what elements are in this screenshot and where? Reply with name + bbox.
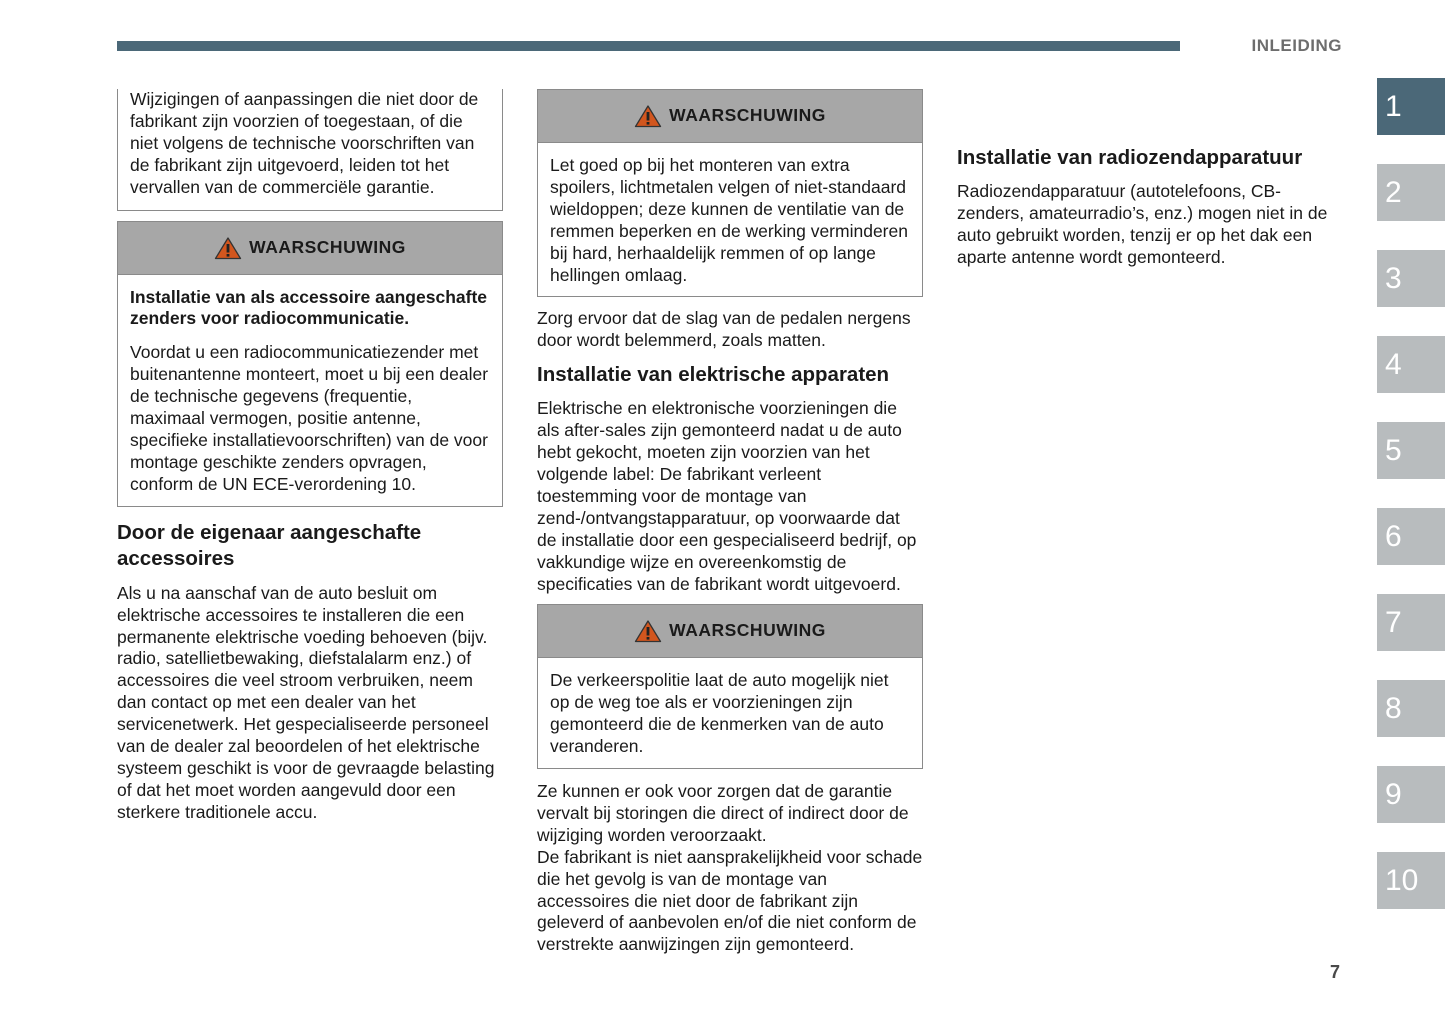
warning-title: WAARSCHUWING (669, 105, 826, 126)
warning-text: Voordat u een radiocommunicatiezender met buitenantenne monteert, moet u bij een dealer de technische gegevens (frequentie, maximaal vermogen, positie antenne, specifieke installatievoorschriften) van de voor montage geschikte zenders opvragen, conform de UN ECE-verordening 10. (130, 342, 489, 494)
warning-title: WAARSCHUWING (669, 620, 826, 641)
chapter-tab-6[interactable]: 6 (1377, 508, 1445, 565)
section-heading: Installatie van elektrische apparaten (537, 363, 890, 387)
warning-box (117, 221, 503, 507)
chapter-tab-8[interactable]: 8 (1377, 680, 1445, 737)
column-2 (537, 89, 923, 956)
chapter-tab-2[interactable]: 2 (1377, 164, 1445, 221)
warning-triangle-icon (634, 619, 662, 643)
chapter-tab-1[interactable]: 1 (1377, 78, 1445, 135)
note-text: Wijzigingen of aanpassingen die niet door de fabrikant zijn voorzien of toegestaan, of die niet volgens de technische voorschriften van de fabrikant zijn uitgevoerd, leiden tot het vervallen van de commerciële garantie. (130, 89, 479, 197)
warning-triangle-icon (214, 236, 242, 260)
warning-header (538, 90, 922, 143)
paragraph: De fabrikant is niet aansprakelijkheid voor schade die het gevolg is van de montage van accessoires die niet door de fabrikant zijn geleverd of aanbevolen en/of die niet conform de verstrekte aanwijzingen zijn gemonteerd. (537, 846, 923, 955)
paragraph: Zorg ervoor dat de slag van de pedalen nergens door wordt belemmerd, zoals matten. (537, 308, 911, 351)
warning-triangle-icon (634, 104, 662, 128)
page-number: 7 (1330, 962, 1341, 982)
chapter-tab-5[interactable]: 5 (1377, 422, 1445, 479)
chapter-tab-10[interactable]: 10 (1377, 852, 1445, 909)
chapter-tab-9[interactable]: 9 (1377, 766, 1445, 823)
column-1 (117, 89, 503, 824)
warning-box (537, 89, 923, 297)
chapter-tab-4[interactable]: 4 (1377, 336, 1445, 393)
section-heading: Installatie van radiozendapparatuur (957, 146, 1303, 169)
section-heading: Door de eigenaar aangeschafte accessoires (117, 520, 422, 570)
chapter-tab-7[interactable]: 7 (1377, 594, 1445, 651)
paragraph: Elektrische en elektronische voorzieningen die als after-sales zijn gemonteerd nadat u de auto hebt gekocht, moeten zijn voorzien van het volgende label: De fabrikant verleent toestemming voor de montage van zend-/ontvangstapparatuur, op voorwaarde dat de installatie door een gespecialiseerd bedrijf, op vakkundige wijze en overeenkomstig de specificaties van de fabrikant wordt uitgevoerd. (537, 398, 917, 594)
warning-title: WAARSCHUWING (249, 236, 406, 257)
warning-text: Let goed op bij het monteren van extra spoilers, lichtmetalen velgen of niet-standaard wieldoppen; deze kunnen de ventilatie van de remmen beperken en de werking verminderen bij hard, herhaaldelijk remmen of op lange hellingen omlaag. (550, 155, 908, 285)
warning-bold-text: Installatie van als accessoire aangeschafte zenders voor radiocommunicatie. (130, 286, 487, 329)
paragraph: Radiozendapparatuur (autotelefoons, CB-zenders, amateurradio’s, enz.) mogen niet in de auto gebruikt worden, tenzij er op het dak een aparte antenne wordt gemonteerd. (957, 181, 1328, 267)
paragraph: Ze kunnen er ook voor zorgen dat de garantie vervalt bij storingen die direct of indirect door de wijziging worden veroorzaakt. (537, 781, 909, 845)
warning-header (118, 222, 502, 275)
warning-box (537, 604, 923, 769)
section-title: INLEIDING (1251, 36, 1342, 55)
warning-text: De verkeerspolitie laat de auto mogelijk niet op de weg toe als er voorzieningen zijn gemonteerd die de kenmerken van de auto veranderen. (550, 670, 889, 757)
chapter-tab-3[interactable]: 3 (1377, 250, 1445, 307)
warning-header (538, 605, 922, 658)
paragraph: Als u na aanschaf van de auto besluit om elektrische accessoires te installeren die een permanente elektrische voeding behoeven (bijv. radio, satellietbewaking, diefstalalarm enz.) of accessoires die veel stroom verbruiken, neem dan contact op met een dealer van het servicenetwerk. Het gespecialiseerde personeel van de dealer zal beoordelen of het elektrische systeem geschikt is voor de gevraagde belasting of dat het moet worden aangevuld door een sterkere traditionele accu. (117, 582, 495, 822)
column-3 (957, 89, 1343, 269)
header-bar (117, 41, 1180, 51)
note-box-continued (117, 89, 503, 211)
